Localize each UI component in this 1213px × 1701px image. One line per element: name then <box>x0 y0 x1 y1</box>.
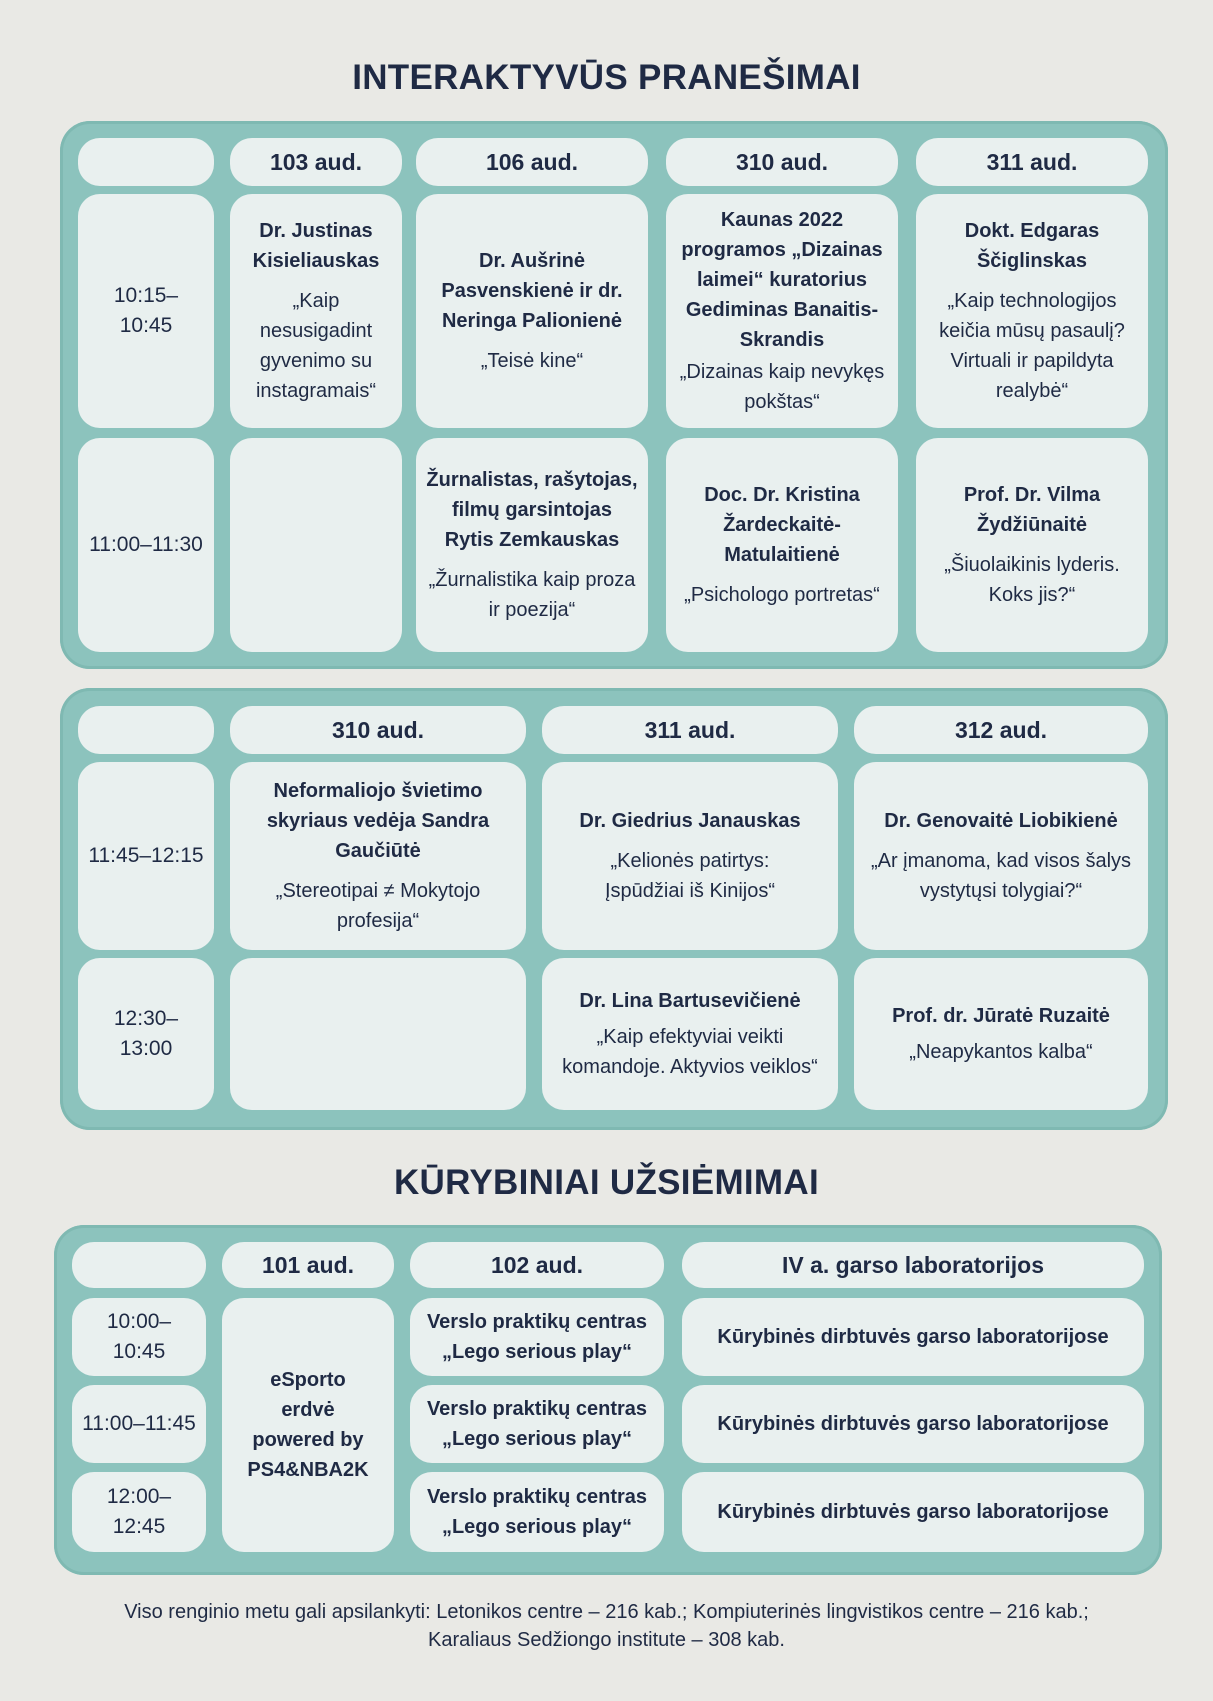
room-header-311: 311 aud. <box>542 706 838 754</box>
time-slot: 10:15–10:45 <box>78 194 214 428</box>
room-header-310: 310 aud. <box>666 138 898 186</box>
speaker-name: Dokt. Edgaras Ščiglinskas <box>964 220 1100 272</box>
talk-cell <box>416 194 648 428</box>
section-title-creative: KŪRYBINIAI UŽSIĖMIMAI <box>393 1163 819 1202</box>
room-header-311: 311 aud. <box>916 138 1148 186</box>
activity-line: „Lego serious play“ <box>441 1341 633 1363</box>
speaker-name: Doc. Dr. Kristina Žardeckaitė-Matulaitienė <box>704 484 860 566</box>
talk-cell <box>854 958 1148 1110</box>
talk-cell <box>666 194 898 428</box>
time-slot: 11:00–11:45 <box>72 1385 206 1463</box>
talk-title: „Žurnalistika kaip proza ir poezija“ <box>428 569 636 621</box>
empty-cell <box>230 438 402 652</box>
activity-cell: Kūrybinės dirbtuvės garso laboratorijose <box>682 1385 1144 1463</box>
activity-line: Verslo praktikų centras <box>426 1486 648 1508</box>
talk-cell <box>230 762 526 950</box>
talk-title: „Psichologo portretas“ <box>684 584 880 606</box>
activity-cell: Kūrybinės dirbtuvės garso laboratorijose <box>682 1472 1144 1552</box>
time-slot: 11:45–12:15 <box>78 762 214 950</box>
room-header-310: 310 aud. <box>230 706 526 754</box>
speaker-name: Dr. Aušrinė Pasvenskienė ir dr. Neringa Palionienė <box>441 250 623 332</box>
speaker-name: Kaunas 2022 programos „Dizainas laimei“ kuratorius Gediminas Banaitis-Skrandis <box>681 209 883 351</box>
speaker-name: Dr. Genovaitė Liobikienė <box>884 810 1118 832</box>
activity-line: „Lego serious play“ <box>441 1516 633 1538</box>
speaker-name: Dr. Giedrius Janauskas <box>579 810 801 832</box>
talk-title: „Kelionės patirtys: Įspūdžiai iš Kinijos“ <box>604 850 776 902</box>
speaker-name: Dr. Justinas Kisieliauskas <box>252 220 380 272</box>
talk-title: „Dizainas kaip nevykęs pokštas“ <box>679 361 885 413</box>
activity-cell <box>410 1472 664 1552</box>
talk-title: „Teisė kine“ <box>480 350 584 372</box>
talk-title: „Šiuolaikinis lyderis. Koks jis?“ <box>944 554 1120 606</box>
time-slot: 12:30–13:00 <box>78 958 214 1110</box>
talk-title: „Ar įmanoma, kad visos šalys vystytųsi tolygiai?“ <box>870 850 1132 902</box>
speaker-name: Žurnalistas, rašytojas, filmų garsintojas Rytis Zemkauskas <box>426 469 638 551</box>
activity-line: Verslo praktikų centras <box>426 1398 648 1420</box>
talk-title: „Kaip nesusigadint gyvenimo su instagramais“ <box>255 290 377 402</box>
activity-cell <box>410 1385 664 1463</box>
talk-cell <box>542 958 838 1110</box>
talk-title: „Kaip efektyviai veikti komandoje. Aktyvios veiklos“ <box>562 1026 818 1078</box>
footer-line: Karaliaus Sedžiongo institute – 308 kab. <box>428 1629 785 1651</box>
corner-cell <box>78 138 214 186</box>
corner-cell <box>72 1242 206 1288</box>
talk-cell <box>542 762 838 950</box>
room-header-312: 312 aud. <box>854 706 1148 754</box>
speaker-name: Neformaliojo švietimo skyriaus vedėja Sandra Gaučiūtė <box>266 780 490 862</box>
speaker-name: Prof. dr. Jūratė Ruzaitė <box>892 1005 1110 1027</box>
activity-line: Verslo praktikų centras <box>426 1311 648 1333</box>
speaker-name: Prof. Dr. Vilma Žydžiūnaitė <box>963 484 1101 536</box>
room-header-101: 101 aud. <box>222 1242 394 1288</box>
footer-note <box>0 1598 1213 1654</box>
room-header-sound-lab: IV a. garso laboratorijos <box>682 1242 1144 1288</box>
speaker-name: Dr. Lina Bartusevičienė <box>579 990 801 1012</box>
talk-title: „Neapykantos kalba“ <box>909 1041 1093 1063</box>
room-header-103: 103 aud. <box>230 138 402 186</box>
time-slot: 10:00–10:45 <box>72 1298 206 1376</box>
corner-cell <box>78 706 214 754</box>
esport-cell: eSporto erdvė powered by PS4&NBA2K <box>222 1298 394 1552</box>
activity-cell: Kūrybinės dirbtuvės garso laboratorijose <box>682 1298 1144 1376</box>
talk-cell <box>230 194 402 428</box>
talk-cell <box>666 438 898 652</box>
talk-cell <box>916 194 1148 428</box>
talk-cell <box>916 438 1148 652</box>
empty-cell <box>230 958 526 1110</box>
section-title-interactive: INTERAKTYVŪS PRANEŠIMAI <box>352 58 861 97</box>
activity-cell <box>410 1298 664 1376</box>
activity-line: „Lego serious play“ <box>441 1428 633 1450</box>
room-header-106: 106 aud. <box>416 138 648 186</box>
footer-line: Viso renginio metu gali apsilankyti: Letonikos centre – 216 kab.; Kompiuterinės lingvistikos centre – 216 kab.; <box>124 1601 1089 1623</box>
talk-title: „Kaip technologijos keičia mūsų pasaulį? Virtuali ir papildyta realybė“ <box>939 290 1125 402</box>
talk-cell <box>854 762 1148 950</box>
room-header-102: 102 aud. <box>410 1242 664 1288</box>
time-slot: 12:00–12:45 <box>72 1472 206 1552</box>
talk-cell <box>416 438 648 652</box>
time-slot: 11:00–11:30 <box>78 438 214 652</box>
talk-title: „Stereotipai ≠ Mokytojo profesija“ <box>275 880 481 932</box>
